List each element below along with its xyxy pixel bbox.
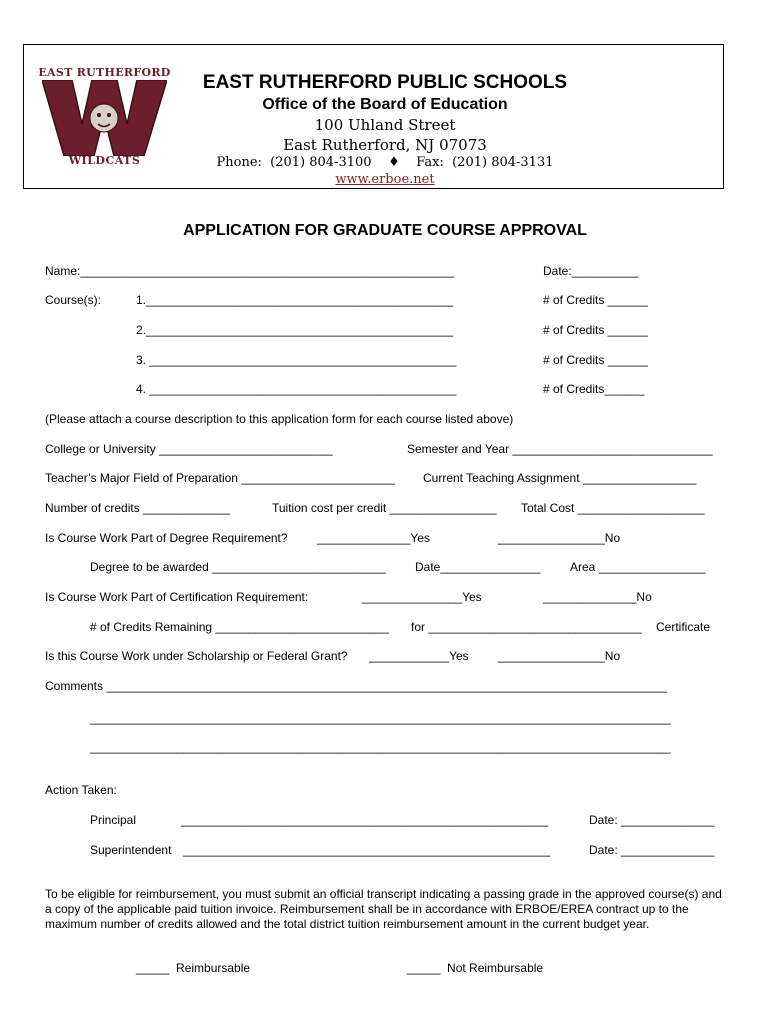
- major-field[interactable]: Teacher’s Major Field of Preparation _______________________: [45, 471, 395, 485]
- total-cost-field[interactable]: Total Cost ___________________: [521, 501, 705, 515]
- scholarship-yes-field[interactable]: ____________Yes: [369, 649, 469, 663]
- principal-label: Principal: [90, 813, 137, 827]
- street-address: 100 Uhland Street: [314, 116, 456, 134]
- website-link[interactable]: www.erboe.net: [335, 172, 435, 187]
- certificate-label: Certificate: [656, 620, 711, 634]
- reimbursable-option[interactable]: _____ Reimbursable: [136, 961, 251, 975]
- teaching-assignment-field[interactable]: Current Teaching Assignment _________________: [423, 471, 697, 485]
- principal-signature-field[interactable]: _______________________________________________________: [181, 813, 549, 827]
- degree-question: Is Course Work Part of Degree Requirement?: [45, 531, 288, 545]
- district-logo: [38, 66, 171, 172]
- degree-date-field[interactable]: Date_______________: [415, 560, 541, 574]
- credits-remaining-field[interactable]: # of Credits Remaining __________________________: [90, 620, 389, 634]
- course-field-1[interactable]: 1.______________________________________________: [136, 293, 454, 307]
- certification-question: Is Course Work Part of Certification Requirement:: [45, 590, 309, 604]
- tuition-per-credit-field[interactable]: Tuition cost per credit ________________: [272, 501, 497, 515]
- area-field[interactable]: Area ________________: [570, 560, 706, 574]
- name-field[interactable]: Name:________________________________________________________: [45, 264, 455, 278]
- superintendent-signature-field[interactable]: _______________________________________________________: [183, 843, 551, 857]
- phone-fax: Phone: (201) 804-3100 ♦ Fax: (201) 804-3131: [216, 155, 554, 170]
- superintendent-date-field[interactable]: Date: ______________: [589, 843, 715, 857]
- course-field-2[interactable]: 2.______________________________________________: [136, 323, 454, 337]
- courses-label: Course(s):: [45, 293, 102, 307]
- wildcats-w-logo-icon: [42, 80, 167, 156]
- district-title: EAST RUTHERFORD PUBLIC SCHOOLS: [202, 72, 568, 93]
- logo-bottom-text: WILDCATS: [68, 154, 141, 167]
- attach-note: (Please attach a course description to this application form for each course listed above): [45, 412, 514, 426]
- superintendent-label: Superintendent: [90, 843, 172, 857]
- certificate-for-field[interactable]: for ________________________________: [411, 620, 642, 634]
- credits-field-3[interactable]: # of Credits ______: [543, 353, 648, 367]
- city-address: East Rutherford, NJ 07073: [283, 136, 487, 154]
- office-name: Office of the Board of Education: [262, 96, 508, 113]
- principal-date-field[interactable]: Date: ______________: [589, 813, 715, 827]
- eligibility-paragraph: To be eligible for reimbursement, you must submit an official transcript indicating a passing grade in the approved course(s) and a copy of the applicable paid tuition invoice. Reimbursement shall be in accordance with ERBOE/EREA contract up to the maximum number of credits allowed and the total district tuition reimbursement amount in the current budget year.: [45, 887, 722, 931]
- comments-line-2[interactable]: _______________________________________________________________________________________: [90, 711, 671, 725]
- degree-no-field[interactable]: ________________No: [498, 531, 621, 545]
- not-reimbursable-option[interactable]: _____ Not Reimbursable: [407, 961, 544, 975]
- credits-field-2[interactable]: # of Credits ______: [543, 323, 648, 337]
- degree-yes-field[interactable]: ______________Yes: [317, 531, 431, 545]
- comments-field[interactable]: Comments ____________________________________________________________________________________: [45, 679, 667, 693]
- scholarship-no-field[interactable]: ________________No: [498, 649, 621, 663]
- semester-field[interactable]: Semester and Year ______________________________: [407, 442, 713, 456]
- action-taken-label: Action Taken:: [45, 783, 117, 797]
- certification-no-field[interactable]: ______________No: [543, 590, 652, 604]
- form-title: APPLICATION FOR GRADUATE COURSE APPROVAL: [183, 222, 587, 239]
- date-field[interactable]: Date:__________: [543, 264, 639, 278]
- college-field[interactable]: College or University __________________________: [45, 442, 333, 456]
- course-field-3[interactable]: 3. ______________________________________________: [136, 353, 457, 367]
- credits-field-1[interactable]: # of Credits ______: [543, 293, 648, 307]
- degree-awarded-field[interactable]: Degree to be awarded __________________________: [90, 560, 386, 574]
- scholarship-question: Is this Course Work under Scholarship or Federal Grant?: [45, 649, 348, 663]
- number-of-credits-field[interactable]: Number of credits _____________: [45, 501, 230, 515]
- logo-top-text: EAST RUTHERFORD: [38, 66, 171, 79]
- credits-field-4[interactable]: # of Credits______: [543, 382, 645, 396]
- course-field-4[interactable]: 4. ______________________________________________: [136, 382, 457, 396]
- comments-line-3[interactable]: _______________________________________________________________________________________: [90, 740, 671, 754]
- certification-yes-field[interactable]: _______________Yes: [362, 590, 482, 604]
